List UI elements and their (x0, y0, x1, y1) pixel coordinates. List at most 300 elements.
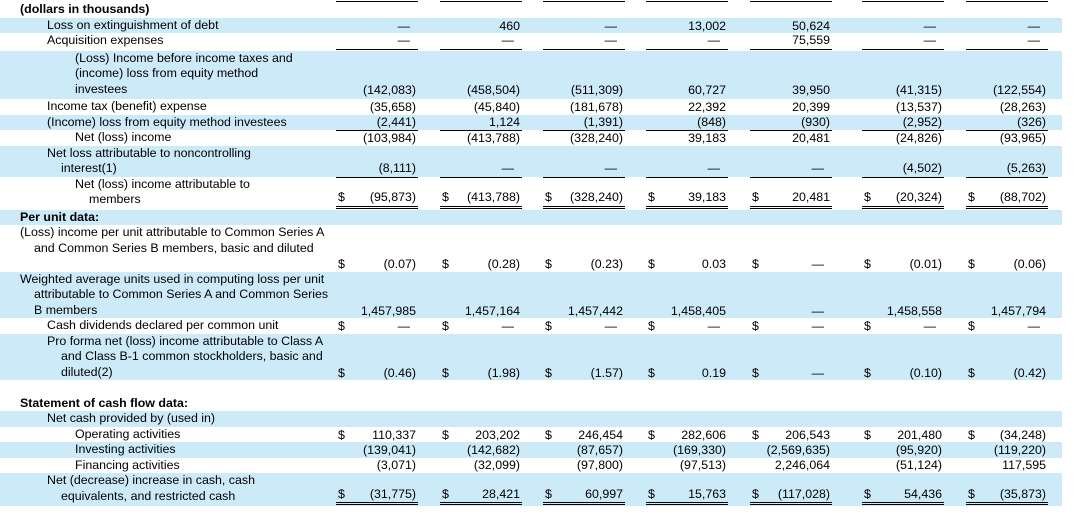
cell-value: (5,263) (1006, 161, 1046, 175)
table-cell (336, 131, 418, 147)
cell-value: — (811, 257, 824, 271)
cell-value: (32,099) (473, 457, 520, 472)
table-cell (336, 115, 418, 132)
currency-symbol: $ (545, 486, 552, 501)
table-cell (336, 190, 418, 209)
table-cell (336, 366, 418, 382)
table-cell (336, 257, 418, 273)
cell-value: — (707, 319, 720, 333)
cell-value: 0.19 (701, 365, 726, 380)
table-row (0, 318, 1080, 334)
table-cell (440, 190, 522, 209)
table-cell (543, 319, 625, 335)
cell-value: (328,240) (569, 131, 623, 145)
table-cell (862, 33, 944, 50)
currency-symbol: $ (338, 486, 345, 501)
currency-symbol: $ (968, 427, 975, 442)
table-cell (966, 304, 1048, 320)
table-cell (543, 19, 625, 35)
table-row (0, 427, 1080, 443)
table-cell (750, 443, 832, 459)
cell-value: (20,324) (895, 190, 942, 204)
column-top-rule (966, 1, 1048, 2)
row-label: Weighted average units used in computing loss per unit attributable to Common Series A and Common Series B members (20, 271, 329, 317)
table-cell (543, 83, 625, 99)
cell-value: (0.10) (909, 365, 942, 380)
table-cell (750, 319, 832, 335)
cell-value: (45,840) (473, 100, 520, 114)
cell-value: 460 (499, 18, 520, 33)
table-cell (862, 458, 944, 475)
table-cell (440, 319, 522, 335)
currency-symbol: $ (545, 427, 552, 442)
cell-value: 0.03 (701, 257, 726, 271)
cell-value: (139,041) (362, 443, 416, 457)
currency-symbol: $ (648, 486, 655, 501)
row-label: (Income) loss from equity method investees (47, 114, 287, 129)
currency-symbol: $ (968, 257, 975, 271)
cell-value: 203,202 (475, 427, 520, 442)
table-cell (646, 131, 728, 147)
table-cell (543, 100, 625, 116)
table-cell (440, 487, 522, 506)
table-cell (966, 115, 1048, 132)
table-cell (543, 428, 625, 444)
row-label: Financing activities (75, 457, 180, 472)
currency-symbol: $ (442, 365, 449, 380)
cell-value: — (1027, 319, 1040, 333)
table-cell (440, 115, 522, 132)
cell-value: 1,457,164 (464, 303, 520, 318)
table-cell (966, 83, 1048, 99)
column-top-rule (862, 1, 944, 2)
row-label: Pro forma net (loss) income attributable to Class A and Class B-1 common stockholders, basic and diluted(2) (47, 333, 323, 379)
cell-value: 50,624 (792, 18, 830, 33)
cell-value: 60,997 (585, 486, 623, 501)
table-cell (966, 443, 1048, 459)
cell-value: (95,873) (369, 190, 416, 204)
cell-value: 39,183 (688, 190, 726, 204)
table-row (0, 411, 1080, 427)
table-row (0, 458, 1080, 474)
row-label: Operating activities (75, 426, 181, 441)
table-row (0, 396, 1080, 412)
table-row (0, 210, 1080, 226)
cell-value: (142,682) (466, 443, 520, 457)
cell-value: (2,569,635) (766, 443, 830, 457)
currency-symbol: $ (545, 257, 552, 271)
column-top-rule (750, 1, 832, 2)
table-cell (862, 443, 944, 459)
row-label: Investing activities (75, 442, 176, 456)
table-cell (646, 19, 728, 35)
table-cell (440, 131, 522, 147)
table-cell (440, 33, 522, 50)
cell-value: 22,392 (688, 100, 726, 114)
cell-value: (117,028) (777, 486, 830, 501)
table-cell (750, 83, 832, 99)
cell-value: 110,337 (372, 427, 416, 442)
table-cell (543, 366, 625, 382)
column-top-rule (646, 1, 728, 2)
table-cell (646, 366, 728, 382)
cell-value: — (811, 365, 824, 380)
table-cell (646, 257, 728, 273)
row-label: Net (loss) income attributable to members (75, 176, 250, 206)
cell-value: 282,606 (681, 427, 726, 442)
cell-value: 20,481 (792, 190, 830, 204)
cell-value: (35,658) (369, 100, 416, 114)
table-row (0, 146, 1080, 177)
currency-symbol: $ (752, 365, 759, 380)
table-cell (862, 83, 944, 99)
cell-value: (0.07) (383, 257, 416, 271)
table-cell (440, 304, 522, 320)
column-top-rule (440, 1, 522, 2)
cell-value: (119,220) (993, 443, 1046, 457)
cell-value: (0.01) (909, 257, 942, 271)
cell-value: (4,502) (902, 161, 942, 175)
cell-value: (511,309) (570, 82, 623, 97)
cell-value: — (397, 33, 410, 47)
table-cell (543, 161, 625, 178)
row-label: Acquisition expenses (47, 33, 164, 47)
table-cell (750, 161, 832, 178)
table-cell (646, 33, 728, 50)
cell-value: — (604, 18, 617, 33)
table-cell (336, 304, 418, 320)
cell-value: (1,391) (583, 114, 623, 129)
table-cell (646, 304, 728, 320)
currency-symbol: $ (968, 319, 975, 333)
currency-symbol: $ (752, 319, 759, 333)
cell-value: (95,920) (895, 443, 942, 457)
cell-value: — (811, 161, 824, 175)
table-cell (543, 33, 625, 50)
table-cell (966, 131, 1048, 147)
cell-value: — (707, 161, 720, 175)
cell-value: (3,071) (376, 457, 416, 472)
currency-symbol: $ (968, 190, 975, 204)
table-cell (440, 161, 522, 178)
table-cell (336, 428, 418, 444)
cell-value: 15,763 (688, 486, 726, 501)
table-cell (862, 161, 944, 178)
table-cell (336, 458, 418, 475)
cell-value: 1,458,405 (670, 303, 726, 318)
table-cell (543, 257, 625, 273)
table-cell (862, 19, 944, 35)
cell-value: 28,421 (482, 486, 520, 501)
table-cell (440, 83, 522, 99)
cell-value: (413,788) (466, 190, 520, 204)
cell-value: 201,480 (897, 427, 942, 442)
cell-value: (13,537) (895, 100, 942, 114)
table-row (0, 334, 1080, 381)
cell-value: — (923, 18, 936, 33)
currency-symbol: $ (864, 257, 871, 271)
cell-value: — (604, 161, 617, 175)
currency-symbol: $ (338, 427, 345, 442)
currency-symbol: $ (442, 257, 449, 271)
table-cell (440, 19, 522, 35)
table-row (0, 177, 1080, 210)
table-row (0, 51, 1080, 100)
cell-value: 117,595 (1002, 457, 1046, 472)
table-cell (750, 257, 832, 273)
currency-symbol: $ (864, 486, 871, 501)
column-top-rule (543, 1, 625, 2)
table-cell (336, 443, 418, 459)
cell-value: (328,240) (569, 190, 623, 204)
table-cell (336, 83, 418, 99)
table-cell (750, 19, 832, 35)
cell-value: 1,457,794 (990, 303, 1046, 318)
cell-value: — (923, 319, 936, 333)
cell-value: 13,002 (688, 18, 726, 33)
cell-value: (326) (1017, 114, 1046, 129)
table-cell (336, 100, 418, 116)
column-top-rule (336, 1, 418, 2)
cell-value: (1.57) (590, 365, 623, 380)
currency-symbol: $ (752, 486, 759, 501)
cell-value: (2,441) (376, 114, 416, 129)
table-cell (750, 304, 832, 320)
cell-value: — (811, 303, 824, 318)
table-row (0, 442, 1080, 458)
table-cell (750, 190, 832, 209)
table-cell (440, 443, 522, 459)
cell-value: (41,315) (895, 82, 942, 97)
table-cell (966, 257, 1048, 273)
section-heading: Statement of cash flow data: (20, 395, 188, 410)
cell-value: (0.23) (590, 257, 623, 271)
table-cell (543, 443, 625, 459)
table-cell (966, 190, 1048, 209)
cell-value: — (501, 33, 514, 47)
cell-value: — (604, 319, 617, 333)
cell-value: — (707, 33, 720, 47)
table-cell (750, 131, 832, 147)
table-cell (543, 487, 625, 506)
cell-value: (88,702) (999, 190, 1046, 204)
cell-value: — (501, 161, 514, 175)
currency-symbol: $ (545, 190, 552, 204)
currency-symbol: $ (338, 365, 345, 380)
currency-symbol: $ (442, 427, 449, 442)
currency-symbol: $ (752, 427, 759, 442)
table-cell (646, 458, 728, 475)
table-row (0, 473, 1080, 506)
cell-value: 54,436 (904, 486, 942, 501)
cell-value: 206,543 (785, 427, 830, 442)
table-row (0, 2, 1080, 18)
table-cell (646, 190, 728, 209)
cell-value: — (604, 33, 617, 47)
cell-value: (930) (801, 114, 830, 129)
cell-value: (848) (697, 114, 726, 129)
table-cell (336, 19, 418, 35)
currency-symbol: $ (338, 319, 345, 333)
row-label: Net cash provided by (used in) (47, 411, 216, 425)
cell-value: (142,083) (362, 82, 416, 97)
currency-symbol: $ (864, 319, 871, 333)
table-cell (543, 458, 625, 475)
table-cell (966, 19, 1048, 35)
cell-value: (169,330) (672, 443, 726, 457)
cell-value: (87,657) (576, 443, 623, 457)
table-cell (646, 115, 728, 132)
table-cell (862, 190, 944, 209)
table-cell (440, 100, 522, 116)
table-cell (966, 33, 1048, 50)
cell-value: (0.42) (1013, 365, 1046, 380)
table-cell (440, 458, 522, 475)
cell-value: 1,458,558 (886, 303, 942, 318)
cell-value: (103,984) (362, 131, 416, 145)
table-cell (750, 428, 832, 444)
table-cell (966, 458, 1048, 475)
table-cell (966, 428, 1048, 444)
cell-value: (2,952) (902, 114, 942, 129)
table-cell (646, 319, 728, 335)
row-label: Net (loss) income (75, 130, 172, 144)
currency-symbol: $ (648, 365, 655, 380)
row-label: (Loss) Income before income taxes and (income) loss from equity method investees (75, 50, 293, 96)
row-label: Income tax (benefit) expense (47, 99, 207, 113)
cell-value: (0.28) (487, 257, 520, 271)
table-cell (750, 366, 832, 382)
cell-value: (1.98) (487, 365, 520, 380)
cell-value: — (1027, 18, 1040, 33)
currency-symbol: $ (752, 190, 759, 204)
cell-value: (181,678) (569, 100, 623, 114)
table-cell (750, 33, 832, 50)
cell-value: (28,263) (999, 100, 1046, 114)
cell-value: (0.46) (383, 365, 416, 380)
cell-value: (51,124) (895, 457, 942, 472)
table-cell (862, 366, 944, 382)
currency-symbol: $ (968, 365, 975, 380)
table-cell (862, 428, 944, 444)
cell-value: 39,183 (688, 131, 726, 145)
table-cell (862, 487, 944, 506)
table-cell (543, 115, 625, 132)
table-row (0, 225, 1080, 272)
table-cell (440, 428, 522, 444)
cell-value: 39,950 (792, 82, 830, 97)
table-cell (966, 487, 1048, 506)
table-cell (966, 100, 1048, 116)
table-cell (862, 319, 944, 335)
cell-value: 246,454 (578, 427, 623, 442)
cell-value: (24,826) (895, 131, 942, 145)
section-heading: Per unit data: (20, 209, 100, 224)
table-cell (336, 161, 418, 178)
table-cell (862, 257, 944, 273)
currency-symbol: $ (752, 257, 759, 271)
cell-value: 60,727 (688, 82, 726, 97)
table-row (0, 99, 1080, 115)
cell-value: (31,775) (369, 486, 416, 501)
cell-value: 20,481 (792, 131, 830, 145)
table-cell (862, 131, 944, 147)
table-cell (543, 190, 625, 209)
cell-value: — (923, 33, 936, 47)
currency-symbol: $ (648, 190, 655, 204)
table-cell (336, 319, 418, 335)
table-row (0, 272, 1080, 319)
currency-symbol: $ (338, 190, 345, 204)
table-cell (966, 366, 1048, 382)
cell-value: 2,246,064 (774, 457, 830, 472)
table-row (0, 18, 1080, 34)
currency-symbol: $ (338, 257, 345, 271)
cell-value: (97,800) (576, 457, 623, 472)
table-cell (750, 458, 832, 475)
row-label: Net (decrease) increase in cash, cash equivalents, and restricted cash (47, 473, 255, 503)
cell-value: (122,554) (992, 82, 1046, 97)
cell-value: (458,504) (466, 82, 520, 97)
cell-value: (0.06) (1013, 257, 1046, 271)
table-cell (646, 100, 728, 116)
table-cell (440, 366, 522, 382)
table-cell (646, 83, 728, 99)
currency-symbol: $ (442, 486, 449, 501)
row-label: Net loss attributable to noncontrolling interest(1) (47, 145, 251, 175)
currency-symbol: $ (864, 190, 871, 204)
currency-symbol: $ (648, 427, 655, 442)
cell-value: — (501, 319, 514, 333)
table-cell (646, 443, 728, 459)
currency-symbol: $ (442, 319, 449, 333)
table-row (0, 115, 1080, 131)
cell-value: (93,965) (999, 131, 1046, 145)
cell-value: — (811, 319, 824, 333)
currency-symbol: $ (545, 365, 552, 380)
table-cell (750, 100, 832, 116)
row-label: Loss on extinguishment of debt (47, 17, 219, 32)
row-shading (0, 210, 1062, 226)
currency-symbol: $ (864, 427, 871, 442)
table-cell (543, 131, 625, 147)
table-cell (966, 161, 1048, 178)
table-row (0, 130, 1080, 146)
cell-value: — (397, 319, 410, 333)
table-row (0, 33, 1080, 51)
table-cell (862, 100, 944, 116)
currency-symbol: $ (864, 365, 871, 380)
table-cell (440, 257, 522, 273)
cell-value: — (1027, 33, 1040, 47)
table-row (0, 380, 1080, 396)
currency-symbol: $ (545, 319, 552, 333)
table-cell (336, 487, 418, 506)
table-cell (646, 487, 728, 506)
row-label: Cash dividends declared per common unit (47, 318, 279, 332)
table-cell (966, 319, 1048, 335)
table-cell (750, 487, 832, 506)
cell-value: 1,457,985 (360, 303, 416, 318)
cell-value: (34,248) (999, 427, 1046, 442)
cell-value: — (397, 18, 410, 33)
table-cell (646, 161, 728, 178)
cell-value: 75,559 (792, 33, 830, 47)
currency-symbol: $ (648, 257, 655, 271)
table-cell (750, 115, 832, 132)
cell-value: (97,513) (679, 457, 726, 472)
cell-value: (413,788) (466, 131, 520, 145)
